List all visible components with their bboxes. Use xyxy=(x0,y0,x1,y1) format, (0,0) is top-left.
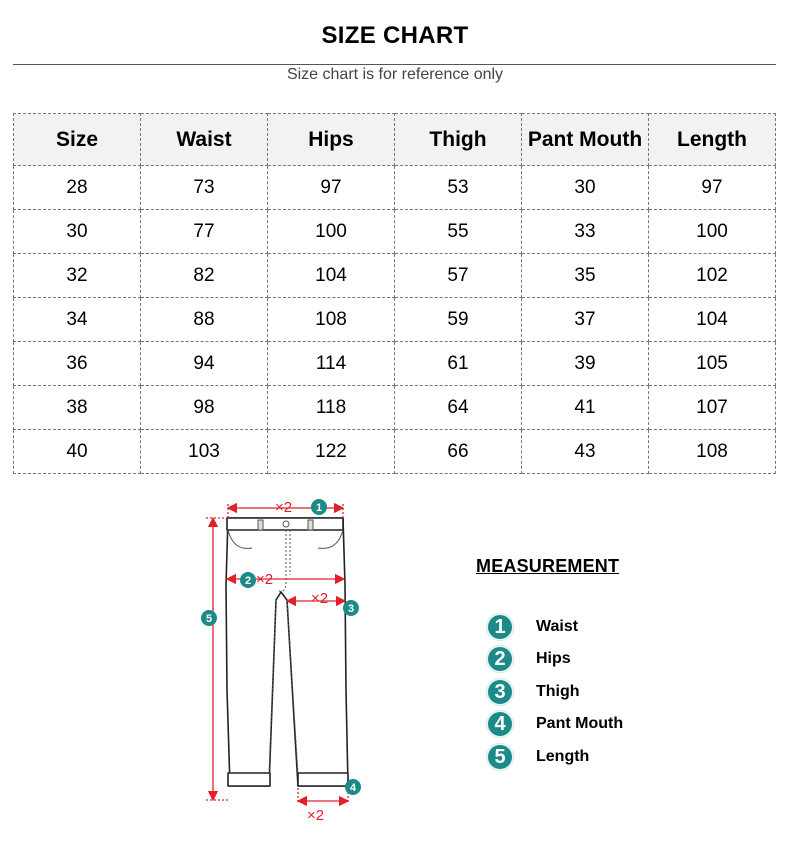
marker-4: 4 xyxy=(349,782,357,794)
legend-number-3: 3 xyxy=(486,678,514,706)
measurement-title: MEASUREMENT xyxy=(476,556,620,576)
legend-number-4: 4 xyxy=(486,710,514,738)
table-cell: 102 xyxy=(649,254,776,298)
column-header-pant-mouth: Pant Mouth xyxy=(522,114,649,166)
table-row xyxy=(14,342,776,386)
table-row xyxy=(14,210,776,254)
table-cell: 105 xyxy=(649,342,776,386)
table-cell: 104 xyxy=(268,254,395,298)
table-cell: 61 xyxy=(395,342,522,386)
table-row xyxy=(14,298,776,342)
marker-5: 5 xyxy=(205,613,213,625)
table-cell: 100 xyxy=(649,210,776,254)
table-row xyxy=(14,430,776,474)
table-cell: 114 xyxy=(268,342,395,386)
marker-2: 2 xyxy=(244,575,252,587)
table-cell: 30 xyxy=(14,210,141,254)
page-title: SIZE CHART xyxy=(321,22,469,49)
legend-number-2: 2 xyxy=(486,645,514,673)
table-cell: 77 xyxy=(141,210,268,254)
legend-label-thigh: Thigh xyxy=(536,683,580,700)
table-cell: 88 xyxy=(141,298,268,342)
table-row xyxy=(14,166,776,210)
table-cell: 108 xyxy=(268,298,395,342)
table-cell: 34 xyxy=(14,298,141,342)
table-cell: 43 xyxy=(522,430,649,474)
table-cell: 104 xyxy=(649,298,776,342)
legend-item-pant-mouth xyxy=(486,709,623,739)
table-cell: 38 xyxy=(14,386,141,430)
pants-outline xyxy=(226,518,348,786)
column-header-size: Size xyxy=(14,114,141,166)
table-cell: 59 xyxy=(395,298,522,342)
table-cell: 55 xyxy=(395,210,522,254)
column-header-waist: Waist xyxy=(141,114,268,166)
legend-label-hips: Hips xyxy=(536,650,571,667)
table-cell: 66 xyxy=(395,430,522,474)
multiplier-label-waist: ×2 xyxy=(275,499,293,516)
table-cell: 73 xyxy=(141,166,268,210)
title-divider xyxy=(13,64,776,65)
legend-number-1: 1 xyxy=(486,613,514,641)
table-cell: 97 xyxy=(268,166,395,210)
table-cell: 36 xyxy=(14,342,141,386)
table-cell: 94 xyxy=(141,342,268,386)
table-cell: 103 xyxy=(141,430,268,474)
legend-label-pant-mouth: Pant Mouth xyxy=(536,715,624,732)
marker-3: 3 xyxy=(347,603,355,615)
legend-number-5: 5 xyxy=(486,743,514,771)
table-cell: 35 xyxy=(522,254,649,298)
legend-item-length xyxy=(486,742,589,772)
legend-item-waist xyxy=(486,612,578,642)
table-cell: 37 xyxy=(522,298,649,342)
table-cell: 41 xyxy=(522,386,649,430)
table-cell: 57 xyxy=(395,254,522,298)
multiplier-label-hips: ×2 xyxy=(256,571,274,588)
table-cell: 108 xyxy=(649,430,776,474)
table-cell: 82 xyxy=(141,254,268,298)
table-cell: 30 xyxy=(522,166,649,210)
table-cell: 53 xyxy=(395,166,522,210)
table-cell: 64 xyxy=(395,386,522,430)
column-header-thigh: Thigh xyxy=(395,114,522,166)
table-row xyxy=(14,386,776,430)
legend-item-thigh xyxy=(486,677,580,707)
table-cell: 39 xyxy=(522,342,649,386)
table-cell: 107 xyxy=(649,386,776,430)
column-header-hips: Hips xyxy=(268,114,395,166)
pants-diagram xyxy=(190,490,380,830)
legend-label-waist: Waist xyxy=(536,618,579,635)
table-cell: 28 xyxy=(14,166,141,210)
table-cell: 100 xyxy=(268,210,395,254)
multiplier-label-thigh: ×2 xyxy=(311,590,329,607)
marker-1: 1 xyxy=(315,502,323,514)
size-table xyxy=(13,113,776,474)
table-cell: 97 xyxy=(649,166,776,210)
table-cell: 118 xyxy=(268,386,395,430)
column-header-length: Length xyxy=(649,114,776,166)
table-cell: 33 xyxy=(522,210,649,254)
multiplier-label-mouth: ×2 xyxy=(307,807,325,824)
table-header-row xyxy=(14,114,776,166)
table-cell: 98 xyxy=(141,386,268,430)
legend-label-length: Length xyxy=(536,748,590,765)
table-cell: 32 xyxy=(14,254,141,298)
table-cell: 122 xyxy=(268,430,395,474)
page-subtitle: Size chart is for reference only xyxy=(286,66,504,83)
table-row xyxy=(14,254,776,298)
legend-item-hips xyxy=(486,644,571,674)
table-cell: 40 xyxy=(14,430,141,474)
